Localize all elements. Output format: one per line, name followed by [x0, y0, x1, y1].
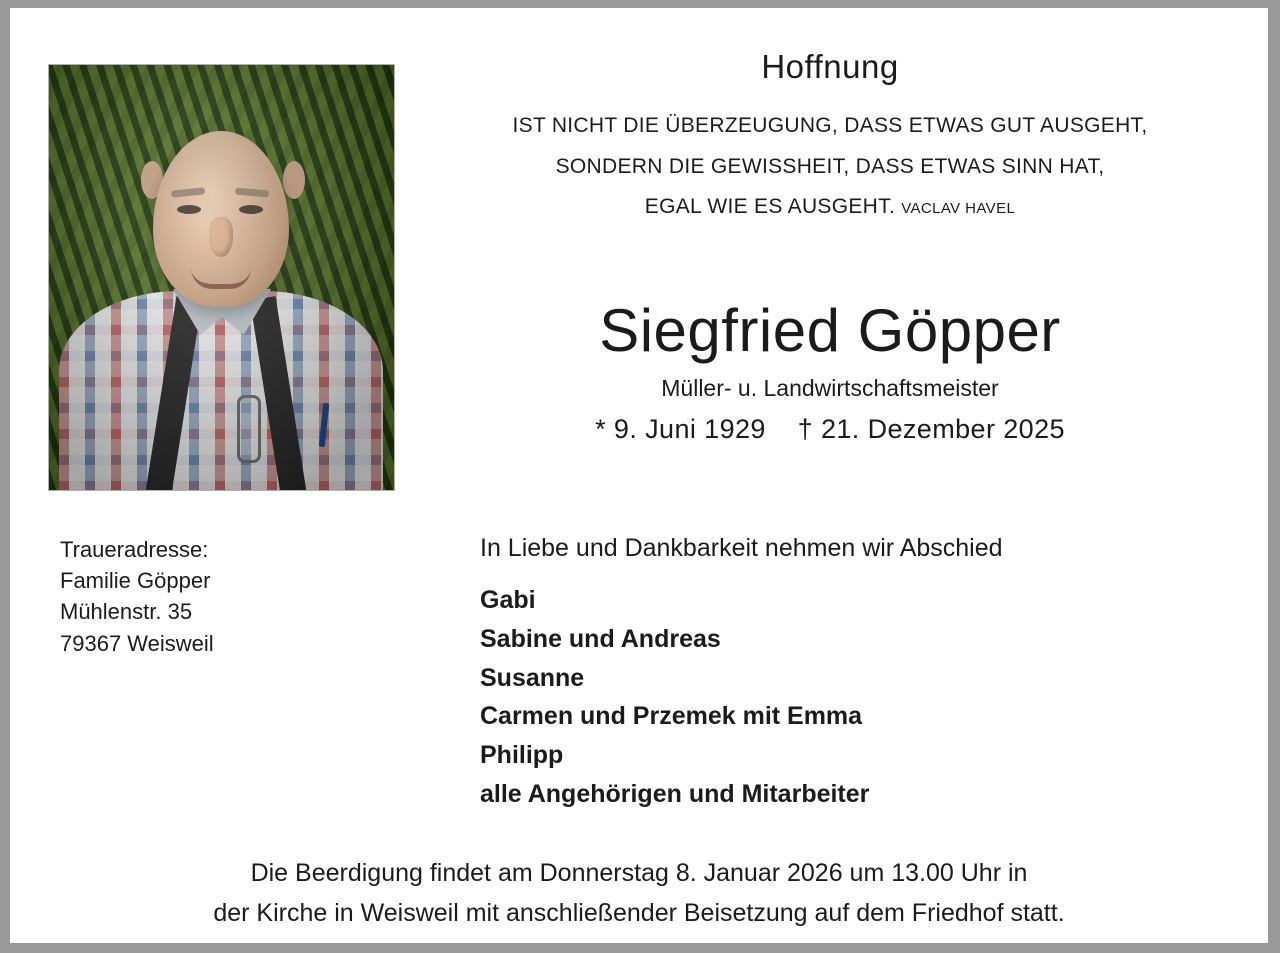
portrait-photo	[48, 64, 395, 491]
quote-line-3-text: EGAL WIE ES AUSGEHT.	[644, 195, 896, 219]
family-member: alle Angehörigen und Mitarbeiter	[480, 779, 870, 808]
family-member: Gabi	[480, 586, 536, 614]
mourning-address-line-1: Familie Göpper	[60, 568, 211, 594]
family-member: Sabine und Andreas	[480, 624, 721, 653]
deceased-name: Siegfried Göpper	[599, 297, 1061, 364]
family-member: Philipp	[480, 741, 564, 769]
death-date: † 21. Dezember 2025	[797, 414, 1065, 444]
funeral-details	[10, 853, 1268, 933]
family-member: Susanne	[480, 663, 585, 692]
mourning-address-label: Traueradresse:	[60, 537, 209, 562]
obituary-notice	[10, 8, 1268, 943]
family-intro: In Liebe und Dankbarkeit nehmen wir Abschied	[480, 534, 1003, 562]
quote-author: VACLAV HAVEL	[901, 200, 1016, 218]
birth-date: * 9. Juni 1929	[595, 414, 766, 444]
quote-block	[430, 48, 1230, 228]
deceased-block	[430, 296, 1230, 445]
deceased-profession: Müller- u. Landwirtschaftsmeister	[661, 375, 999, 401]
quote-title: Hoffnung	[761, 48, 899, 85]
quote-line-2: SONDERN DIE GEWISSHEIT, DASS ETWAS SINN HAT,	[555, 154, 1105, 178]
funeral-details-line-2: der Kirche in Weisweil mit anschließender Beisetzung auf dem Friedhof statt.	[213, 899, 1065, 927]
notice-header-area	[10, 8, 1268, 508]
family-block	[480, 534, 1003, 814]
photo-vignette	[49, 65, 394, 490]
quote-line-1: IST NICHT DIE ÜBERZEUGUNG, DASS ETWAS GUT AUSGEHT,	[512, 114, 1148, 137]
funeral-details-line-1: Die Beerdigung findet am Donnerstag 8. Januar 2026 um 13.00 Uhr in	[250, 859, 1028, 887]
quote-line-3	[430, 187, 1230, 228]
mourning-address-line-3: 79367 Weisweil	[60, 630, 214, 656]
deceased-dates	[430, 414, 1230, 445]
mourning-address-line-2: Mühlenstr. 35	[60, 599, 193, 625]
family-member: Carmen und Przemek mit Emma	[480, 702, 863, 731]
mourning-address	[60, 534, 214, 659]
